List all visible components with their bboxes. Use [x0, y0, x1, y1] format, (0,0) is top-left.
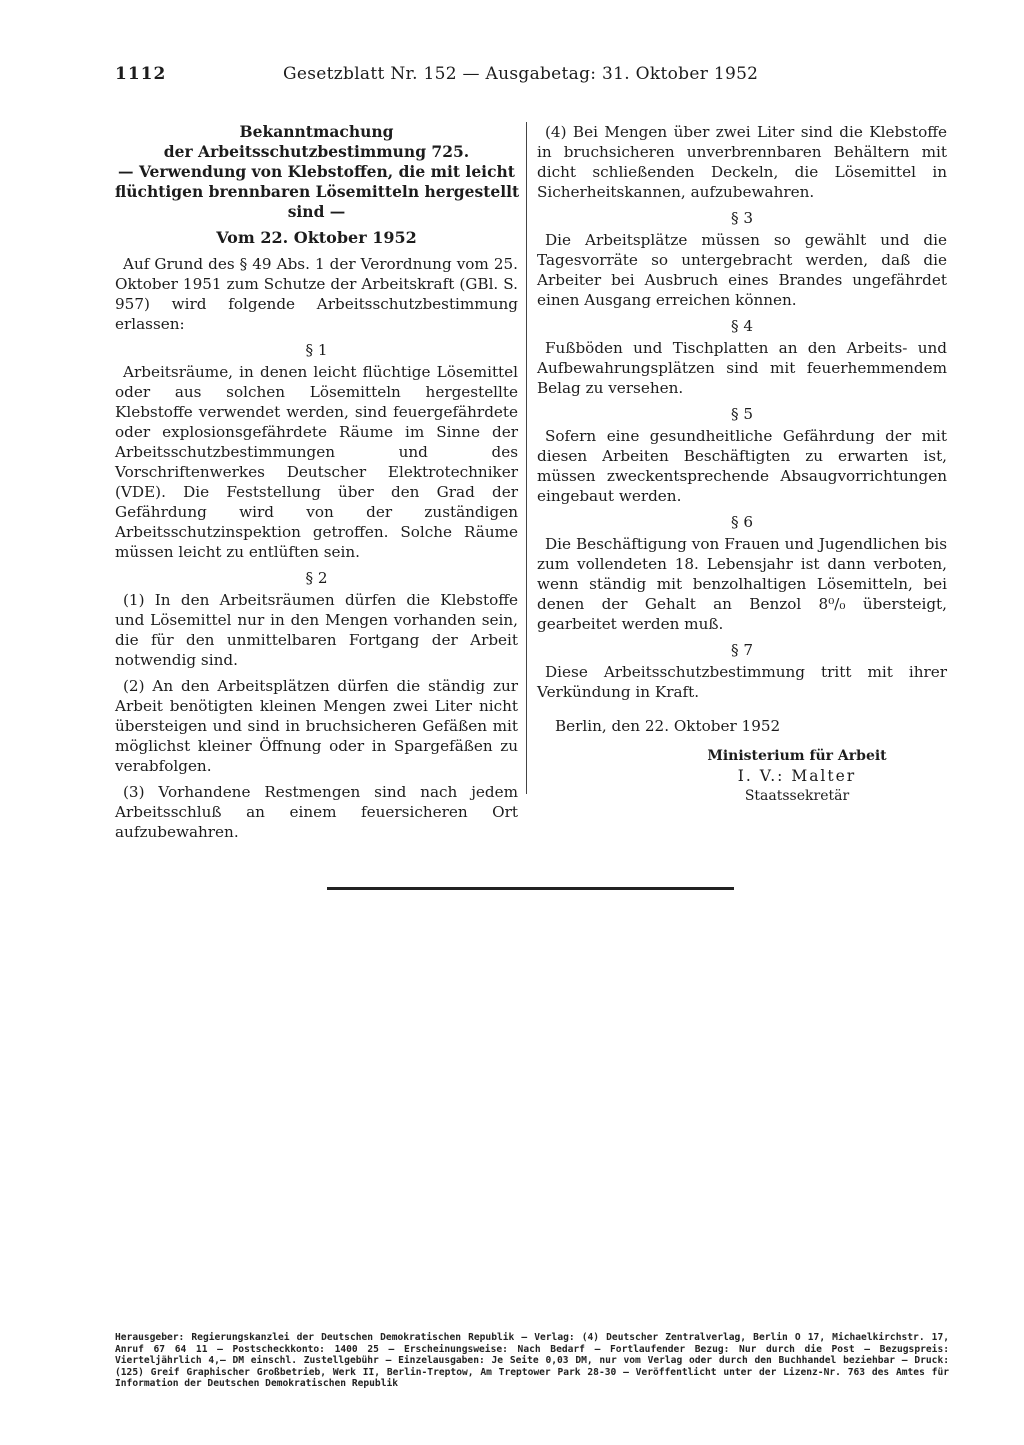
section-7-text: Diese Arbeitsschutzbestimmung tritt mit ihrer Verkündung in Kraft.: [537, 663, 947, 701]
section-1-heading: § 1: [305, 341, 328, 359]
signature-block: [537, 746, 947, 806]
section-2-paragraph-1: (1) In den Arbeitsräumen dürfen die Klebstoffe und Lösemittel nur in den Mengen vorhanden sein, die für den unmittelbaren Fortgang der Arbeit notwendig sind.: [115, 591, 518, 669]
title-line: der Arbeitsschutzbestimmung 725.: [163, 142, 470, 161]
section-7-heading: § 7: [730, 641, 754, 659]
signer-name: I. V.: Malter: [737, 767, 857, 785]
publisher-imprint: Herausgeber: Regierungskanzlei der Deutschen Demokratischen Republik — Verlag: (4) Deutscher Zentralverlag, Berlin O 17, Michaelkirchstr. 17, Anruf 67 64 11 — Postscheckkonto: 1400 25 — Erscheinungsweise: Nach Bedarf — Fortlaufender Bezug: Nur durch die Post — Bezugspreis: Vierteljährlich 4,— DM einschl. Zustellgebühr — Einzelausgaben: Je Seite 0,03 DM, nur vom Verlag oder durch den Buchhandel beziehbar — Druck: (125) Greif Graphischer Großbetrieb, Werk II, Berlin-Treptow, Am Treptower Park 28-30 — Veröffentlicht unter der Lizenz-Nr. 763 des Amtes für Information der Deutschen Demokratischen Republik: [115, 1332, 949, 1389]
section-6-text: Die Beschäftigung von Frauen und Jugendlichen bis zum vollendeten 18. Lebensjahr ist dann verboten, wenn ständig mit benzolhaltigen Lösemitteln, bei denen der Gehalt an Benzol 8⁰/₀ übersteigt, gearbeitet werden muß.: [537, 535, 947, 633]
title-line: Bekanntmachung: [239, 122, 394, 141]
section-4-heading: § 4: [730, 317, 754, 335]
section-2-paragraph-2: (2) An den Arbeitsplätzen dürfen die ständig zur Arbeit benötigten kleinen Mengen zwei Liter nicht übersteigen und sind in bruchsicheren Gefäßen mit möglichst kleiner Öffnung oder in Spargefäßen zu verabfolgen.: [115, 677, 518, 775]
section-1-text: Arbeitsräume, in denen leicht flüchtige Lösemittel oder aus solchen Lösemitteln hergestellte Klebstoffe verwendet werden, sind feuergefährdete oder explosionsgefährdete Räume im Sinne der Arbeitsschutzbestimmungen und des Vorschriftenwerkes Deutscher Elektrotechniker (VDE). Die Feststellung über den Grad der Gefährdung wird von der zuständigen Arbeitsschutzinspektion getroffen. Solche Räume müssen leicht zu entlüften sein.: [115, 363, 518, 561]
closing-rule: [327, 887, 734, 890]
preamble: Auf Grund des § 49 Abs. 1 der Verordnung vom 25. Oktober 1951 zum Schutze der Arbeitskraft (GBl. S. 957) wird folgende Arbeitsschutzbestimmung erlassen:: [115, 255, 518, 333]
section-5-text: Sofern eine gesundheitliche Gefährdung der mit diesen Arbeiten Beschäftigten zu erwarten ist, müssen zweckentsprechende Absaugvorrichtungen eingebaut werden.: [537, 427, 947, 505]
column-divider: [526, 122, 527, 794]
notice-title: [115, 122, 518, 222]
page-number: 1112: [115, 64, 167, 84]
notice-date: Vom 22. Oktober 1952: [216, 228, 417, 247]
place-and-date: Berlin, den 22. Oktober 1952: [555, 717, 781, 735]
title-line: flüchtigen brennbaren Lösemitteln hergestellt: [115, 182, 520, 201]
title-line: sind —: [287, 202, 346, 221]
running-head: Gesetzblatt Nr. 152 — Ausgabetag: 31. Oktober 1952: [283, 64, 759, 84]
section-2-heading: § 2: [305, 569, 328, 587]
section-5-heading: § 5: [730, 405, 754, 423]
section-3-heading: § 3: [730, 209, 754, 227]
section-4-text: Fußböden und Tischplatten an den Arbeits- und Aufbewahrungsplätzen sind mit feuerhemmendem Belag zu versehen.: [537, 339, 947, 397]
left-column: [115, 122, 518, 842]
section-6-heading: § 6: [730, 513, 754, 531]
section-2-paragraph-3: (3) Vorhandene Restmengen sind nach jedem Arbeitsschluß an einem feuersicheren Ort aufzubewahren.: [115, 783, 518, 841]
section-3-text: Die Arbeitsplätze müssen so gewählt und die Tagesvorräte so untergebracht werden, daß die Arbeiter bei Ausbruch eines Brandes ungefährdet einen Ausgang erreichen können.: [537, 231, 947, 309]
ministry-name: Ministerium für Arbeit: [707, 748, 887, 764]
title-line: — Verwendung von Klebstoffen, die mit leicht: [118, 162, 515, 181]
right-column: [537, 122, 947, 806]
section-2-paragraph-4: (4) Bei Mengen über zwei Liter sind die Klebstoffe in bruchsicheren unverbrennbaren Behältern mit dicht schließenden Deckeln, die Lösemittel in Sicherheitskannen, aufzubewahren.: [537, 123, 947, 201]
signer-rank: Staatssekretär: [744, 788, 850, 804]
